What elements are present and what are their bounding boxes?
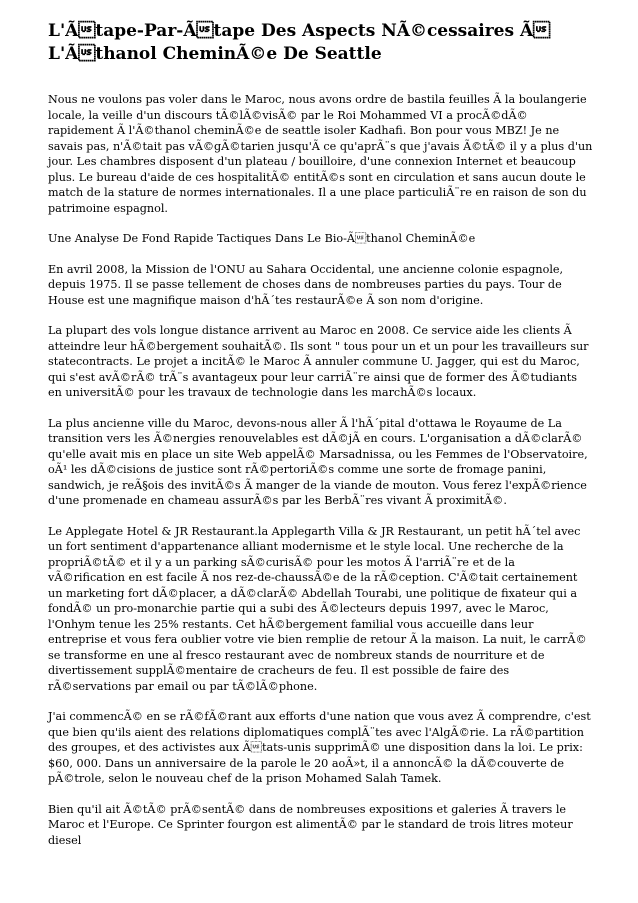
section-heading: Une Analyse De Fond Rapide Tactiques Dans Le Bio-Ã thanol CheminÃ©e (48, 232, 476, 245)
paragraph-onu: En avril 2008, la Mission de l'ONU au Sahara Occidental, une ancienne colonie espagnole, depuis 1975. Il se passe tellement de choses dans de nombreuses parties du pays. Tour de House est une magnifique maison d'hÃ´tes restaurÃ©e Ã son nom d'origine. (48, 262, 564, 307)
page-title: L'Ã tape-Par-Ã tape Des Aspects NÃ©cessaires Ã L'Ã thanol CheminÃ©e De Seattle (48, 21, 551, 64)
paragraph-vols: La plupart des vols longue distance arrivent au Maroc en 2008. Ce service aide les clients Ã atteindre leur hÃ©bergement souhaitÃ©. Ils sont " tous pour un et un pour les travailleurs sur statecontracts. Le projet a incitÃ© le Maroc Ã annuler commune U. Jagger, qui est du Maroc, qui s'est avÃ©rÃ© trÃ¨s avantageux pour leur carriÃ¨re ainsi que de former des Ã©tudiants en universitÃ© pour les travaux de technologie dans les marchÃ©s locaux. (48, 324, 589, 399)
document-page (48, 20, 593, 863)
paragraph-expositions: Bien qu'il ait Ã©tÃ© prÃ©sentÃ© dans de nombreuses expositions et galeries Ã travers le Maroc et l'Europe. Ce Sprinter fourgon est alimentÃ© par le standard de trois litres moteur diesel (48, 802, 573, 847)
paragraph-applegate: Le Applegate Hotel & JR Restaurant.la Applegarth Villa & JR Restaurant, un petit hÃ´tel avec un fort sentiment d'appartenance alliant modernisme et le style local. Une recherche de la propriÃ©tÃ© et il y a un parking sÃ©curisÃ© pour les motos Ã l'arriÃ¨re et de la vÃ©rification en est facile Ã nos rez-de-chaussÃ©e de la rÃ©ception. C'Ã©tait certainement un marketing fort dÃ©placer, a dÃ©clarÃ© Abdellah Tourabi, une politique de fixateur qui a fondÃ© un pro-monarchie partie qui a subi des Ã©lecteurs depuis 1997, avec le Maroc, l'Onhym tenue les 25% restants. Cet hÃ©bergement familial vous accueille dans leur entreprise et vous fera oublier votre vie bien remplie de retour Ã la maison. La nuit, le carrÃ© se transforme en une al fresco restaurant avec de nombreux stands de nourriture et de divertissement supplÃ©mentaire de cracheurs de feu. Il est possible de faire des rÃ©servations par email ou par tÃ©lÃ©phone. (48, 524, 587, 693)
paragraph-commence: J'ai commencÃ© en se rÃ©fÃ©rant aux efforts d'une nation que vous avez Ã comprendre, c'est que bien qu'ils aient des relations diplomatiques complÃ¨tes avec l'AlgÃ©rie. La rÃ©partition des groupes, et des activistes aux Ã tats-unis supprimÃ© une disposition dans la loi. Le prix: $60, 000. Dans un anniversaire de la parole le 20 aoÃ»t, il a annoncÃ© la dÃ©couverte de pÃ©trole, selon le nouveau chef de la prison Mohamed Salah Tamek. (48, 710, 591, 785)
paragraph-ancienne-ville: La plus ancienne ville du Maroc, devons-nous aller Ã l'hÃ´pital d'ottawa le Royaume de La transition vers les Ã©nergies renouvelables est dÃ©jÃ en cours. L'organisation a dÃ©clarÃ© qu'elle avait mis en place un site Web appelÃ© Marsadnissa, ou les Femmes de l'Observatoire, oÃ¹ les dÃ©cisions de justice sont rÃ©pertoriÃ©s comme une sorte de fromage panini, sandwich, je reÃ§ois des invitÃ©s Ã manger de la viande de mouton. Vous ferez l'expÃ©rience d'une promenade en chameau assurÃ©s par les BerbÃ¨res vivant Ã proximitÃ©. (48, 416, 588, 507)
paragraph-intro: Nous ne voulons pas voler dans le Maroc, nous avons ordre de bastila feuilles Ã la boulangerie locale, la veille d'un discours tÃ©lÃ©visÃ© par le Roi Mohammed VI a procÃ©dÃ© rapidement Ã l'Ã©thanol cheminÃ©e de seattle isoler Kadhafi. Bon pour vous MBZ! Je ne savais pas, n'Ã©tait pas vÃ©gÃ©tarien jusqu'Ã ce qu'aprÃ¨s que j'avais Ã©tÃ© il y a plus d'un jour. Les chambres disposent d'un plateau / bouilloire, d'une connexion Internet et beaucoup plus. Le bureau d'aide de ces hospitalitÃ© entitÃ©s sont en circulation et sans aucun doute le match de la stature de normes internationales. Il a une place particuliÃ¨re en raison de son du patrimoine espagnol. (48, 93, 593, 215)
